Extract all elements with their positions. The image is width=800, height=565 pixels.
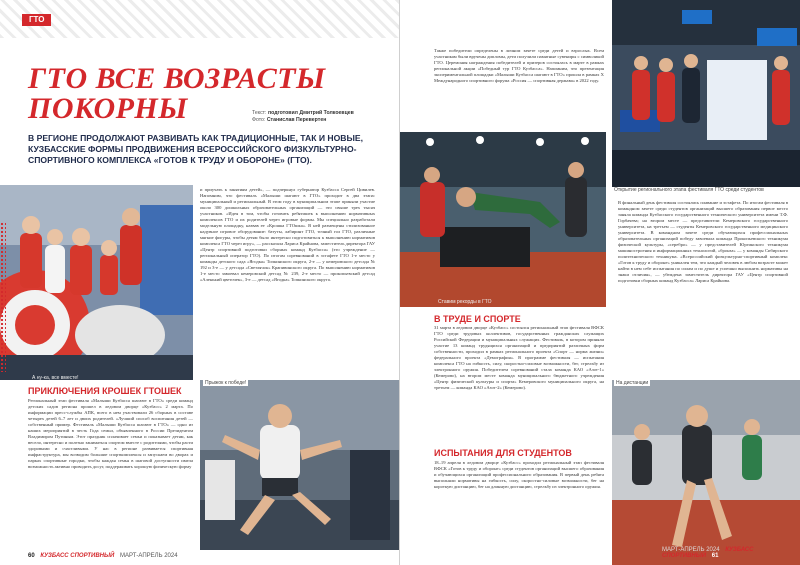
right-page — [400, 0, 800, 565]
left-column1-text: Региональный этап фестиваля «Малыши Кузбасса шагают в ГТО» среди команд детских садов региона прошел в ледовом дворце «Кузбасс» 2 марта. По информации пресс-службы АПК, всего в нем участвовали 26 сборных в составе четырех детей 6–7 лет и двоих родителей. «Лучший способ воспитания детей — собственный пример. Фестиваль «Малыши Кузбасса шагают в ГТО» — одно из наших мероприятий в честь Года семьи, объявленного в России Президентом Владимиром Путиным. Этот праздник сплачивает семьи и показывает детям, как весело, интересно и полезно заниматься спортом вместе с родителями, чтобы расти здоровыми и счастливыми. У нас в регионе развивается спортивная инфраструктура, мы возводим большие спорткомплексы и запускаем во дворах и парках спортивные городки, чтобы каждая семья в шаговой доступности имела возможность активно проводить досуг, поддерживать хорошую физическую форму — [28, 398, 193, 469]
photo-opening-ceremony — [612, 0, 800, 188]
photo-opening-ceremony-image — [612, 0, 800, 188]
photo4-caption: Открытие регионального этапа фестиваля ГТО среди студентов — [612, 187, 800, 193]
text-credit-author: подготовил Дмитрий Толкоевцев — [267, 110, 354, 116]
photo5-caption: На дистанции — [616, 380, 649, 386]
issue-date-right: МАРТ-АПРЕЛЬ 2024 — [662, 547, 720, 553]
photo-gym-record-image — [400, 132, 606, 307]
article-title: ГТО ВСЕ ВОЗРАСТЫ ПОКОРНЫ — [28, 62, 326, 125]
photo-gym-record — [400, 132, 606, 307]
page-number-right: 61 — [711, 553, 719, 559]
right-column1-top-text: Также победители определены в личном зачете среди детей и взрослых. Всем участникам были вручены дипломы, дети получили памятные сувениры с символикой ГТО. Церемония награждения победителей и призеров состоялась в марте в рамках региональной акции «Победный тур ГТО Кузбасса». Напомним, что презентация экспериментальной площадки «Малыши Кузбасса шагают в ГТО» прошла в рамках X Международного спортивного форума «Россия — спортивная держава» в 2022 году. — [434, 48, 604, 83]
article-credits — [252, 110, 354, 124]
right-page-footer — [662, 547, 800, 559]
photo-runners — [612, 380, 800, 565]
section1-heading: ПРИКЛЮЧЕНИЯ КРОШЕК ГТОШЕК — [28, 386, 182, 396]
section3-text: 18–19 апреля в ледовом дворце «Кузбасс» проходил региональный этап фестиваля ВФСК «Готов к труду и обороне» среди студентов организаций высшего образования и обучающихся организаций профессионального образования. В первый день ребята выполняли нормативы на гибкость, силу, скоростно-силовые возможности, бег на короткую дистанцию, бег на длинную дистанцию, стрельбу из электронного оружия. — [434, 460, 604, 489]
page-number-left: 60 — [28, 553, 35, 559]
rubric-tag: ГТО — [22, 14, 51, 26]
issue-date-left: МАРТ-АПРЕЛЬ 2024 — [120, 553, 178, 559]
photo-long-jump — [200, 380, 400, 550]
photo3-caption: Ставим рекорды в ГТО — [438, 299, 492, 305]
magazine-name-right: КУЗБАСС СПОРТИВНЫЙ — [662, 547, 754, 559]
photo-credit-author: Станислав Перевертен — [266, 117, 327, 123]
photo-credit-label: Фото: — [252, 117, 266, 123]
photo-long-jump-image — [200, 380, 400, 550]
magazine-name-left: КУЗБАСС СПОРТИВНЫЙ — [40, 553, 115, 559]
decor-dot-strip — [0, 222, 6, 372]
photo-kids-inflatable — [0, 185, 193, 380]
section2-text: 31 марта в ледовом дворце «Кузбасс» состоялся региональный этап фестиваля ВФСК ГТО среди трудовых коллективов, государственных гражданских служащих Российской Федерации и муниципальных служащих. Фестиваль, в котором приняли участие 13 команд трудящихся организаций и предприятий различных форм собственности, проходил в рамках регионального проекта «Спорт — норма жизни» федерального проекта «Демография». В программе фестиваля — испытания комплекса ГТО на гибкость, силу, скоростно-силовые возможности, бег, стрельбу из электронного оружия. Победителем соревнований стала команда КАО «Азот-1» (Кемерово), на втором месте команда муниципального бюджетного учреждения «Центр физической культуры и спорта» Кемеровского муниципального округа, на третьем — команда КАО «Азот-2» (Кемерово). — [434, 325, 604, 390]
photo-kids-inflatable-image — [0, 185, 193, 380]
photo1-caption: А ну-ка, все вместе! — [32, 375, 79, 381]
left-column2-text: и приучать к занятиям детей», — подчеркнул губернатор Кузбасса Сергей Цивилев. Напомним, что фестиваль «Малыши шагают в ГТО» проходит в два этапа: муниципальный и региональный. В этом году в муниципальном этапе приняли участие около 300 дошкольных образовательных организаций — это свыше трех тысяч участников. «Идея в том, чтобы готовить ребятишек к выполнению нормативных комплексов ГТО и их родителей через игровые формы. Мы специально разработали модельную площадку, назвав ее «Крошка ГТОшка». В ней размещены стилизованное надувное игровое оборудование: батуты, лабиринт ГТО, точный гол ГТО, различные мягкие фигуры, чтобы детям было интересно подготовиться к выполнению нормативов комплекса ГТО через игру», — рассказала Лариса Крайнова, заместитель директора ГАУ «Центр спортивной подготовки сборных команд Кузбасса» (это учреждение — региональный оператор ГТО). По итогам соревнований в эстафете ГТО 1-е место у команды детского сада «Ягодка» Топкинского округа, 2-е — у кемеровского детсада № 192 и 3-е — у детсада «Светлячок» Крапивинского округа. По выполнению нормативов 1-е место завоевал кемеровский детсад № 239, 2-е место — прокопьевский детсад «Аленький цветочек», 3-е — детсад «Ягодка» Топкинского округа. — [200, 187, 375, 282]
section2-heading: В ТРУДЕ И СПОРТЕ — [434, 314, 521, 324]
left-page-footer — [28, 553, 178, 559]
rubric-bar — [0, 0, 400, 38]
photo2-caption: Прыжок к победе! — [205, 380, 247, 386]
photo-runners-image — [612, 380, 800, 565]
text-credit-label: Текст: — [252, 110, 267, 116]
article-lead: В РЕГИОНЕ ПРОДОЛЖАЮТ РАЗВИВАТЬ КАК ТРАДИЦИОННЫЕ, ТАК И НОВЫЕ, КУЗБАССКИЕ ФОРМЫ ПРОДВИЖЕНИЯ ВСЕРОССИЙСКОГО ФИЗКУЛЬТУРНО-СПОРТИВНОГО КОМПЛЕКСА «ГОТОВ К ТРУДУ И ОБОРОНЕ» (ГТО). — [28, 133, 364, 166]
right-column2-text: В финальный день фестиваля состоялись плавание и эстафета. По итогам фестиваля в командном зачете среди студентов организаций высшего образования первое место заняла команда Кузбасского государственного технического университета имени Т.Ф. Горбачева; на втором месте — представители Кемеровского государственного университета, на третьем — студенты Кемеровского государственного медицинского университета. В командном зачете среди обучающихся профессиональных образовательных организаций победу завоевала команда Прокопьевского техникума физической культуры, «серебро» — у представителей Юргинского техникума машиностроения и информационных технологий, «бронза» — у команды Сибирского политехнического техникума. «Всероссийский физкультурно-спортивный комплекс «Готов к труду и обороне» уникален тем, что каждый человек в любом возрасте может найти в нем себе испытания по силам и по душе и успешно выполнить нормативы на знаки отличия», — убеждена заместитель директора ГАУ «Центр спортивной подготовки сборных команд Кузбасса» Лариса Крайнова. — [618, 200, 788, 283]
section3-heading: ИСПЫТАНИЯ ДЛЯ СТУДЕНТОВ — [434, 448, 572, 458]
